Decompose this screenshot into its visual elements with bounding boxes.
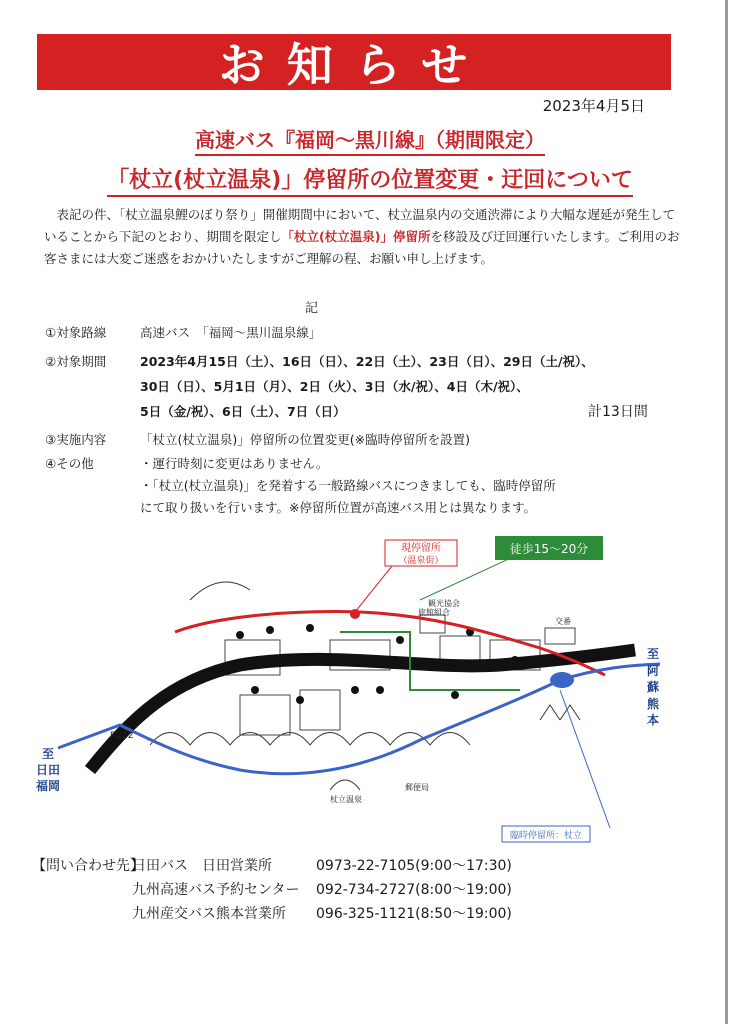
title-line-1: 高速バス『福岡～黒川線』（期間限定） bbox=[60, 124, 680, 153]
other-line-1: ・運行時刻に変更はありません。 bbox=[140, 456, 329, 471]
period-line-2: 30日（日）、5月1日（月）、2日（火）、3日（水/祝）、4日（木/祝）、 bbox=[140, 379, 529, 394]
dir-right-3: 蘇 bbox=[646, 680, 660, 694]
period-total: 計13日間 bbox=[588, 404, 648, 420]
poi-5: 郵便局 bbox=[405, 783, 429, 792]
page-edge bbox=[725, 0, 728, 1024]
body-highlight: 「杖立(杖立温泉)」停留所 bbox=[281, 229, 431, 244]
temp-stop-marker bbox=[550, 672, 574, 688]
route-label: ①対象路線 bbox=[45, 325, 107, 340]
dir-left-2: 日田 bbox=[35, 763, 61, 777]
other-line-2: ・「杖立(杖立温泉)」を発着する一般路線バスにつきましても、臨時停留所 bbox=[140, 478, 556, 493]
poi-3: 交番 bbox=[555, 617, 571, 626]
current-stop-marker bbox=[350, 609, 360, 619]
dir-right-5: 本 bbox=[646, 713, 660, 727]
ki-heading: 記 bbox=[305, 301, 319, 316]
contact-phone-3: 096-325-1121(8:50～19:00) bbox=[316, 906, 512, 922]
period-line-3: 5日（金/祝）、6日（土）、7日（日） bbox=[140, 404, 346, 419]
issue-date: 2023年4月5日 bbox=[542, 97, 645, 115]
poi-1: 観光協会 bbox=[428, 599, 460, 608]
body-text-1: 表記の件、「杖立温泉鯉のぼり祭り」開催期間中において、杖立温泉内の交通渋滞により大幅な遅延が発生していることから下記のとおり、期間を限定し bbox=[44, 207, 676, 244]
other-label: ④その他 bbox=[45, 456, 94, 471]
poi-2: 旅館組合 bbox=[418, 608, 450, 617]
temp-stop-label: 臨時停留所：杖立 bbox=[509, 831, 583, 841]
route-value: 高速バス 「福岡～黒川温泉線」 bbox=[140, 325, 322, 340]
action-label: ③実施内容 bbox=[45, 432, 107, 447]
dir-left-3: 福岡 bbox=[35, 779, 61, 793]
current-stop-label: 現停留所 bbox=[401, 543, 441, 554]
notice-banner: お知らせ bbox=[37, 34, 671, 90]
poi-4: 杖立温泉 bbox=[330, 795, 362, 804]
period-line-1: 2023年4月15日（土）、16日（日）、22日（土）、23日（日）、29日（土/祝）、 bbox=[140, 354, 594, 369]
contact-label: 【問い合わせ先】 bbox=[32, 858, 144, 874]
dir-right-4: 熊 bbox=[646, 697, 660, 711]
contact-name-1: 日田バス 日田営業所 bbox=[132, 858, 272, 874]
contact-name-2: 九州高速バス予約センター bbox=[132, 882, 300, 898]
current-stop-sub: （温泉街） bbox=[398, 556, 444, 566]
temp-stop-pointer bbox=[560, 690, 610, 828]
dir-right-2: 阿 bbox=[646, 664, 660, 678]
other-line-3: にて取り扱いを行います。※停留所位置が高速バス用とは異なります。 bbox=[140, 500, 536, 515]
title-line-2: 「杖立(杖立温泉)」停留所の位置変更・迂回について bbox=[60, 163, 680, 194]
contact-phone-1: 0973-22-7105(9:00～17:30) bbox=[316, 858, 512, 874]
walk-label: 徒歩15～20分 bbox=[509, 542, 589, 556]
dir-left-1: 至 bbox=[41, 747, 55, 761]
contact-phone-2: 092-734-2727(8:00～19:00) bbox=[316, 882, 512, 898]
body-text-2: を移設及び迂回運行いたします。ご利用のお客さまには大変ご迷惑をおかけいたしますがご理解の程、お願い申し上げます。 bbox=[44, 229, 680, 266]
body-paragraph bbox=[44, 204, 684, 270]
road-label: R212 bbox=[110, 731, 134, 741]
direction-left bbox=[35, 746, 60, 793]
direction-right bbox=[647, 646, 660, 727]
route-map bbox=[0, 530, 735, 850]
contact-name-3: 九州産交バス熊本営業所 bbox=[132, 906, 286, 922]
dir-right-1: 至 bbox=[646, 647, 660, 661]
action-value: 「杖立(杖立温泉)」停留所の位置変更(※臨時停留所を設置) bbox=[140, 432, 470, 447]
period-label: ②対象期間 bbox=[45, 354, 107, 369]
